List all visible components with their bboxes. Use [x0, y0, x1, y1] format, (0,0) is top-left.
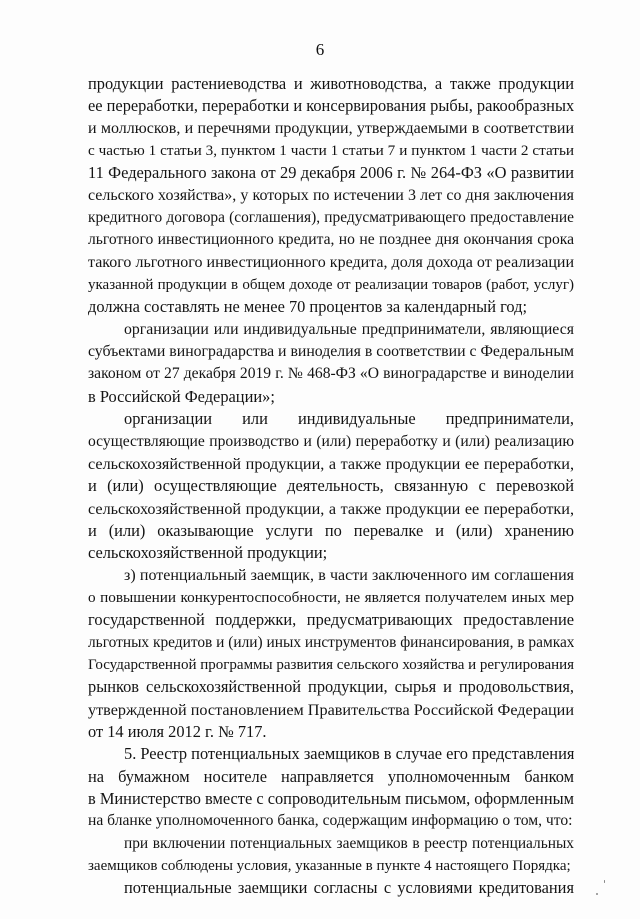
text-line: в Российской Федерации»;: [88, 386, 275, 406]
text-line: субъектами виноградарства и виноделия в соответствии с Федеральным: [88, 343, 574, 361]
text-line: от 14 июля 2012 г. № 717.: [88, 721, 267, 741]
text-line: указанной продукции в общем доходе от реализации товаров (работ, услуг): [88, 277, 574, 294]
text-line: законом от 27 декабря 2019 г. № 468-ФЗ «О виноградарстве и виноделии: [88, 365, 574, 383]
text-line: 5. Реестр потенциальных заемщиков в случае его представления: [124, 744, 574, 764]
text-line: в Министерство вместе с сопроводительным письмом, оформленным: [88, 789, 574, 808]
text-line: 11 Федерального закона от 29 декабря 2006 г. № 264-ФЗ «О развитии: [88, 163, 574, 183]
text-line: при включении потенциальных заемщиков в реестр потенциальных: [124, 834, 574, 852]
text-line: сельскохозяйственной продукции;: [88, 543, 328, 563]
text-line: ее переработки, переработки и консервирования рыбы, ракообразных: [88, 96, 574, 116]
document-body: [88, 73, 574, 900]
text-line: на бланке уполномоченного банка, содержащим информацию о том, что:: [88, 812, 573, 830]
text-line: должна составлять не менее 70 процентов за календарный год;: [88, 297, 527, 317]
scan-speck: [604, 880, 605, 883]
text-line: продукции растениеводства и животноводства, а также продукции: [88, 74, 574, 93]
text-line: сельскохозяйственной продукции, а также продукции ее переработки,: [88, 499, 574, 518]
text-line: потенциальные заемщики согласны с условиями кредитования: [124, 878, 574, 898]
text-line: осуществляющие производство и (или) переработку и (или) реализацию: [88, 432, 574, 450]
text-line: з) потенциальный заемщик, в части заключенного им соглашения: [124, 566, 574, 584]
text-line: сельскохозяйственной продукции, а также продукции ее переработки,: [88, 454, 574, 473]
text-line: и (или) оказывающие услуги по перевалке и (или) хранению: [88, 520, 574, 540]
text-line: рынков сельскохозяйственной продукции, сырья и продовольствия,: [88, 677, 574, 697]
text-line: организации или индивидуальные предприниматели, являющиеся: [124, 320, 574, 338]
text-line: заемщиков соблюдены условия, указанные в пункте 4 настоящего Порядка;: [88, 858, 571, 875]
text-line: сельского хозяйства», у которых по истечении 3 лет со дня заключения: [88, 186, 574, 204]
page-number: 6: [315, 40, 325, 59]
text-line: организации или индивидуальные предприниматели,: [124, 409, 574, 429]
text-line: и моллюсков, и перечнями продукции, утверждаемыми в соответствии: [88, 119, 574, 137]
scan-speck: [596, 893, 598, 895]
text-line: льготных кредитов и (или) иных инструментов финансирования, в рамках: [88, 633, 574, 651]
text-line: утвержденной постановлением Правительства Российской Федерации: [88, 700, 574, 719]
text-line: кредитного договора (соглашения), предусматривающего предоставление: [88, 209, 574, 227]
text-line: на бумажном носителе направляется уполномоченным банком: [88, 766, 574, 786]
text-line: и (или) осуществляющие деятельность, связанную с перевозкой: [88, 476, 574, 496]
text-line: льготного инвестиционного кредита, но не позднее дня окончания срока: [88, 231, 574, 249]
text-line: Государственной программы развития сельского хозяйства и регулирования: [88, 656, 574, 673]
text-line: государственной поддержки, предусматривающих предоставление: [88, 610, 574, 630]
text-line: такого льготного инвестиционного кредита, доля дохода от реализации: [88, 253, 574, 271]
text-line: с частью 1 статьи 3, пунктом 1 части 1 статьи 7 и пунктом 1 части 2 статьи: [88, 142, 574, 160]
text-line: о повышении конкурентоспособности, не является получателем иных мер: [88, 588, 574, 606]
